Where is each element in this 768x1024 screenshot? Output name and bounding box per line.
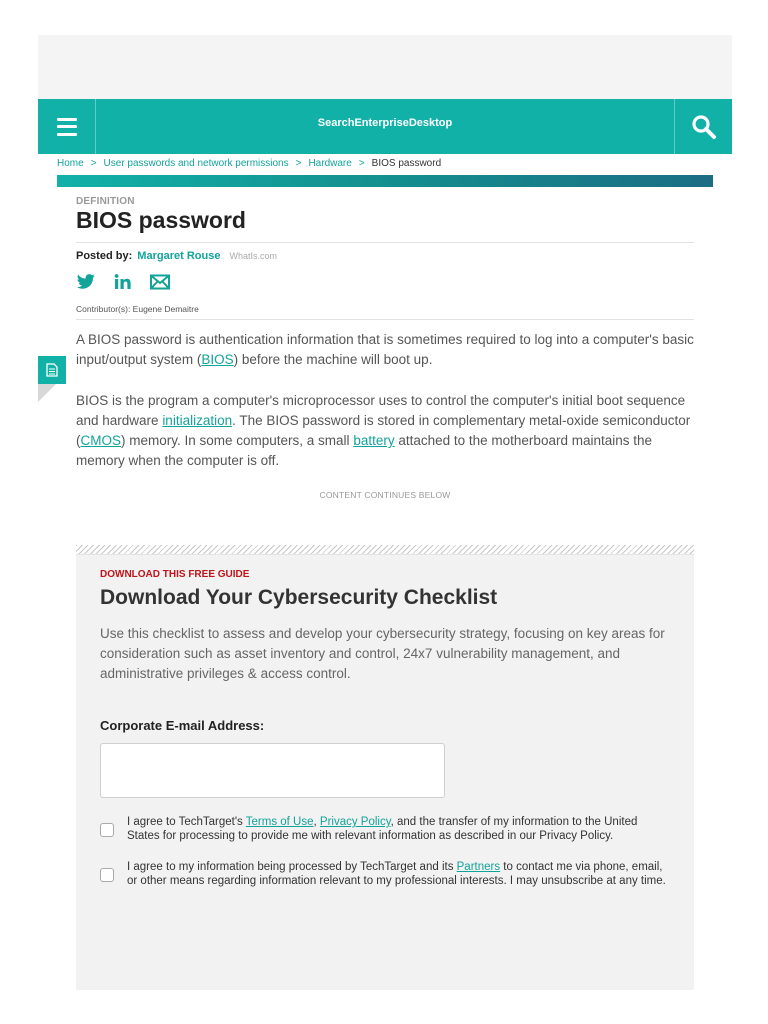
link-battery[interactable]: battery (353, 433, 395, 448)
text: I agree to TechTarget's (127, 816, 246, 828)
partners-checkbox[interactable] (100, 868, 114, 882)
terms-of-use-link[interactable]: Terms of Use (245, 816, 314, 828)
social-share (76, 272, 694, 292)
breadcrumb-separator: > (295, 158, 302, 169)
page-title: BIOS password (76, 207, 246, 233)
link-bios[interactable]: BIOS (201, 352, 234, 367)
breadcrumb-separator: > (358, 158, 365, 169)
linkedin-icon[interactable] (114, 274, 132, 290)
text: , and the transfer of my information to the United States for processing to provide me with relevant information as described in our Privacy Policy. (127, 816, 638, 842)
site-header (38, 99, 732, 154)
content-continues-label: CONTENT CONTINUES BELOW (319, 490, 451, 500)
article-kicker: DEFINITION (76, 196, 135, 207)
contributors: Contributor(s): Eugene Demaitre (76, 304, 199, 314)
text: . The BIOS password is stored in complementary metal-oxide semiconductor ( (76, 413, 691, 448)
page-frame (38, 35, 732, 990)
posted-by-label: Posted by: (76, 250, 133, 262)
text: BIOS is the program a computer's microprocessor uses to control the computer's initial boot sequence and hardware (76, 393, 686, 428)
side-tab-fold (38, 384, 56, 402)
paragraph-1 (76, 330, 694, 370)
breadcrumb-separator: > (90, 158, 97, 169)
terms-checkbox[interactable] (100, 823, 114, 837)
breadcrumb-home[interactable]: Home (57, 158, 84, 169)
menu-button[interactable] (38, 99, 96, 154)
promo-kicker: DOWNLOAD THIS FREE GUIDE (100, 569, 250, 580)
hatched-border (76, 545, 694, 555)
email-icon[interactable] (150, 274, 170, 290)
text: ) memory. In some computers, a small (121, 433, 354, 448)
breadcrumb-user-passwords[interactable]: User passwords and network permissions (103, 158, 289, 169)
text: A BIOS password is authentication information that is sometimes required to log into a computer's basic input/output system ( (76, 332, 694, 367)
article (76, 196, 694, 500)
text: attached to the motherboard maintains the memory when the computer is off. (76, 433, 653, 468)
divider (76, 242, 694, 243)
partners-link[interactable]: Partners (456, 861, 501, 873)
paragraph-2 (76, 391, 694, 471)
link-initialization[interactable]: initialization (162, 413, 233, 428)
text: I agree to my information being processed by TechTarget and its (127, 861, 457, 873)
header-gradient-bar (57, 175, 713, 187)
download-guide-promo (76, 545, 694, 990)
breadcrumb-hardware[interactable]: Hardware (308, 158, 352, 169)
privacy-policy-link[interactable]: Privacy Policy (319, 816, 391, 828)
consent-partners-text (127, 861, 670, 888)
divider (76, 319, 694, 320)
promo-title: Download Your Cybersecurity Checklist (100, 586, 498, 609)
breadcrumb-current: BIOS password (371, 158, 442, 169)
byline (76, 250, 694, 262)
search-button[interactable] (674, 99, 732, 154)
source-label: WhatIs.com (229, 251, 278, 261)
content-area (38, 154, 732, 990)
author-link[interactable]: Margaret Rouse (137, 250, 221, 262)
consent-partners (100, 861, 670, 888)
text: ) before the machine will boot up. (233, 352, 433, 367)
twitter-icon[interactable] (76, 274, 96, 290)
document-icon (46, 363, 58, 377)
site-title[interactable]: SearchEnterpriseDesktop (317, 117, 453, 129)
breadcrumb (57, 158, 441, 169)
search-icon (691, 114, 717, 140)
side-doc-tab[interactable] (38, 356, 66, 384)
text: to contact me via phone, email, or other means regarding information relevant to my professional interests. I may unsubscribe at any time. (127, 861, 666, 887)
hamburger-icon (57, 118, 77, 136)
link-cmos[interactable]: CMOS (80, 433, 121, 448)
email-field[interactable] (100, 743, 445, 798)
promo-description: Use this checklist to assess and develop your cybersecurity strategy, focusing on key areas for consideration such as asset inventory and control, 24x7 vulnerability management, and administrative privileges & access control. (100, 626, 665, 681)
consent-terms (100, 816, 670, 843)
email-label: Corporate E-mail Address: (100, 718, 265, 733)
text: , (313, 816, 320, 828)
consent-terms-text (127, 816, 670, 843)
